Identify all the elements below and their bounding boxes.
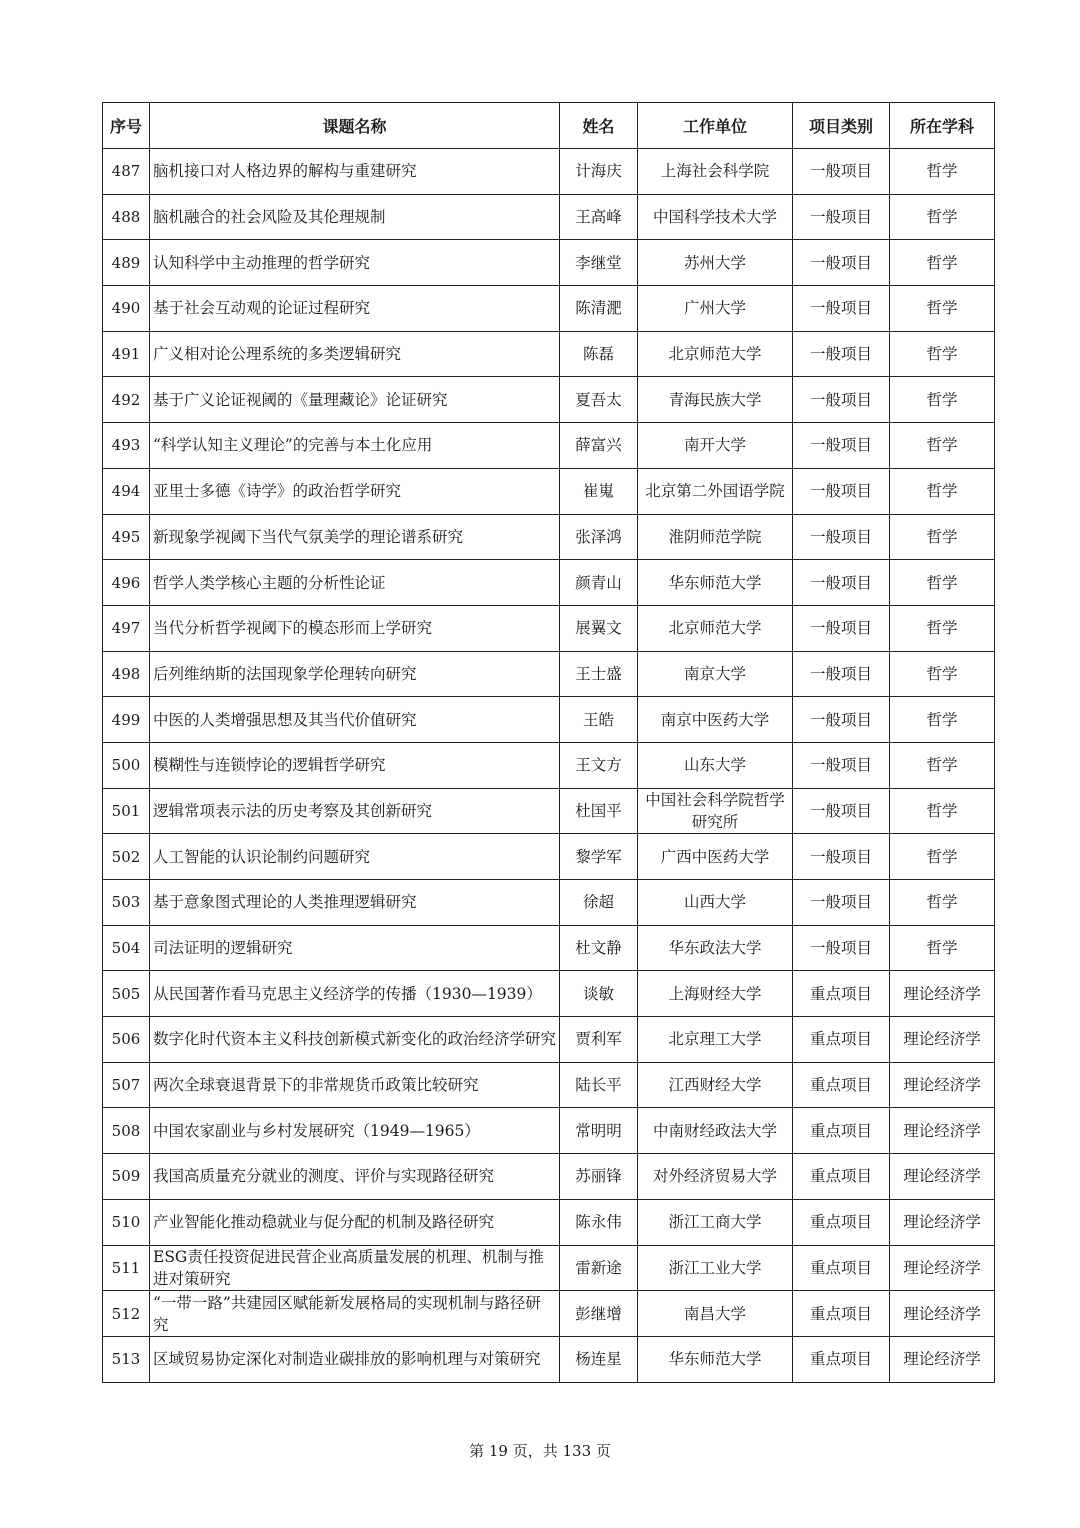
seq-cell: 488 bbox=[103, 194, 150, 240]
seq-cell: 504 bbox=[103, 925, 150, 971]
discipline-cell: 理论经济学 bbox=[890, 1062, 995, 1108]
discipline-cell: 哲学 bbox=[890, 560, 995, 606]
seq-cell: 502 bbox=[103, 834, 150, 880]
header-seq: 序号 bbox=[103, 103, 150, 149]
header-name: 姓名 bbox=[560, 103, 638, 149]
unit-cell: 广州大学 bbox=[638, 286, 793, 332]
title-cell: 中医的人类增强思想及其当代价值研究 bbox=[150, 697, 560, 743]
unit-cell: 中国科学技术大学 bbox=[638, 194, 793, 240]
discipline-cell: 哲学 bbox=[890, 240, 995, 286]
discipline-cell: 理论经济学 bbox=[890, 1336, 995, 1382]
discipline-cell: 理论经济学 bbox=[890, 971, 995, 1017]
table-row bbox=[103, 742, 995, 788]
unit-cell: 淮阴师范学院 bbox=[638, 514, 793, 560]
discipline-cell: 理论经济学 bbox=[890, 1199, 995, 1245]
seq-cell: 505 bbox=[103, 971, 150, 1017]
discipline-cell: 哲学 bbox=[890, 880, 995, 926]
title-cell: “一带一路”共建园区赋能新发展格局的实现机制与路径研究 bbox=[150, 1291, 560, 1337]
discipline-cell: 理论经济学 bbox=[890, 1245, 995, 1291]
category-cell: 一般项目 bbox=[793, 331, 890, 377]
name-cell: 苏丽锋 bbox=[560, 1154, 638, 1200]
name-cell: 贾利军 bbox=[560, 1017, 638, 1063]
discipline-cell: 哲学 bbox=[890, 925, 995, 971]
category-cell: 一般项目 bbox=[793, 377, 890, 423]
category-cell: 一般项目 bbox=[793, 194, 890, 240]
table-row bbox=[103, 1336, 995, 1382]
title-cell: 我国高质量充分就业的测度、评价与实现路径研究 bbox=[150, 1154, 560, 1200]
discipline-cell: 理论经济学 bbox=[890, 1017, 995, 1063]
title-cell: 产业智能化推动稳就业与促分配的机制及路径研究 bbox=[150, 1199, 560, 1245]
category-cell: 一般项目 bbox=[793, 286, 890, 332]
category-cell: 一般项目 bbox=[793, 697, 890, 743]
seq-cell: 491 bbox=[103, 331, 150, 377]
category-cell: 重点项目 bbox=[793, 1291, 890, 1337]
table-row bbox=[103, 880, 995, 926]
category-cell: 一般项目 bbox=[793, 423, 890, 469]
title-cell: 脑机接口对人格边界的解构与重建研究 bbox=[150, 149, 560, 195]
name-cell: 王皓 bbox=[560, 697, 638, 743]
seq-cell: 513 bbox=[103, 1336, 150, 1382]
unit-cell: 南京中医药大学 bbox=[638, 697, 793, 743]
seq-cell: 508 bbox=[103, 1108, 150, 1154]
seq-cell: 507 bbox=[103, 1062, 150, 1108]
title-cell: 脑机融合的社会风险及其伦理规制 bbox=[150, 194, 560, 240]
unit-cell: 广西中医药大学 bbox=[638, 834, 793, 880]
title-cell: 从民国著作看马克思主义经济学的传播（1930—1939） bbox=[150, 971, 560, 1017]
category-cell: 一般项目 bbox=[793, 651, 890, 697]
table-row bbox=[103, 1108, 995, 1154]
header-unit: 工作单位 bbox=[638, 103, 793, 149]
category-cell: 一般项目 bbox=[793, 880, 890, 926]
title-cell: 区域贸易协定深化对制造业碳排放的影响机理与对策研究 bbox=[150, 1336, 560, 1382]
title-cell: 新现象学视阈下当代气氛美学的理论谱系研究 bbox=[150, 514, 560, 560]
unit-cell: 南开大学 bbox=[638, 423, 793, 469]
category-cell: 重点项目 bbox=[793, 1336, 890, 1382]
discipline-cell: 哲学 bbox=[890, 514, 995, 560]
title-cell: 数字化时代资本主义科技创新模式新变化的政治经济学研究 bbox=[150, 1017, 560, 1063]
page-footer: 第 19 页，共 133 页 bbox=[469, 1442, 611, 1460]
unit-cell: 华东政法大学 bbox=[638, 925, 793, 971]
unit-cell: 中南财经政法大学 bbox=[638, 1108, 793, 1154]
table-row bbox=[103, 1154, 995, 1200]
name-cell: 彭继增 bbox=[560, 1291, 638, 1337]
title-cell: 两次全球衰退背景下的非常规货币政策比较研究 bbox=[150, 1062, 560, 1108]
table-row bbox=[103, 377, 995, 423]
unit-cell: 北京理工大学 bbox=[638, 1017, 793, 1063]
unit-cell: 江西财经大学 bbox=[638, 1062, 793, 1108]
unit-cell: 北京第二外国语学院 bbox=[638, 468, 793, 514]
title-cell: 基于意象图式理论的人类推理逻辑研究 bbox=[150, 880, 560, 926]
category-cell: 一般项目 bbox=[793, 742, 890, 788]
category-cell: 一般项目 bbox=[793, 605, 890, 651]
name-cell: 徐超 bbox=[560, 880, 638, 926]
seq-cell: 497 bbox=[103, 605, 150, 651]
discipline-cell: 哲学 bbox=[890, 286, 995, 332]
seq-cell: 498 bbox=[103, 651, 150, 697]
table-row bbox=[103, 468, 995, 514]
title-cell: 哲学人类学核心主题的分析性论证 bbox=[150, 560, 560, 606]
name-cell: 李继堂 bbox=[560, 240, 638, 286]
category-cell: 重点项目 bbox=[793, 1154, 890, 1200]
title-cell: 广义相对论公理系统的多类逻辑研究 bbox=[150, 331, 560, 377]
discipline-cell: 理论经济学 bbox=[890, 1291, 995, 1337]
name-cell: 薛富兴 bbox=[560, 423, 638, 469]
table-row bbox=[103, 149, 995, 195]
table-row bbox=[103, 514, 995, 560]
title-cell: 司法证明的逻辑研究 bbox=[150, 925, 560, 971]
name-cell: 王士盛 bbox=[560, 651, 638, 697]
unit-cell: 浙江工商大学 bbox=[638, 1199, 793, 1245]
seq-cell: 506 bbox=[103, 1017, 150, 1063]
table-row bbox=[103, 788, 995, 834]
name-cell: 谈敏 bbox=[560, 971, 638, 1017]
table-row bbox=[103, 286, 995, 332]
name-cell: 张泽鸿 bbox=[560, 514, 638, 560]
name-cell: 崔嵬 bbox=[560, 468, 638, 514]
discipline-cell: 哲学 bbox=[890, 742, 995, 788]
seq-cell: 493 bbox=[103, 423, 150, 469]
category-cell: 重点项目 bbox=[793, 1108, 890, 1154]
header-title: 课题名称 bbox=[150, 103, 560, 149]
table-row bbox=[103, 1062, 995, 1108]
unit-cell: 上海财经大学 bbox=[638, 971, 793, 1017]
title-cell: 人工智能的认识论制约问题研究 bbox=[150, 834, 560, 880]
discipline-cell: 哲学 bbox=[890, 651, 995, 697]
name-cell: 杨连星 bbox=[560, 1336, 638, 1382]
category-cell: 重点项目 bbox=[793, 971, 890, 1017]
seq-cell: 503 bbox=[103, 880, 150, 926]
unit-cell: 南京大学 bbox=[638, 651, 793, 697]
discipline-cell: 哲学 bbox=[890, 331, 995, 377]
discipline-cell: 哲学 bbox=[890, 834, 995, 880]
seq-cell: 489 bbox=[103, 240, 150, 286]
seq-cell: 487 bbox=[103, 149, 150, 195]
name-cell: 计海庆 bbox=[560, 149, 638, 195]
header-category: 项目类别 bbox=[793, 103, 890, 149]
name-cell: 杜文静 bbox=[560, 925, 638, 971]
title-cell: ESG责任投资促进民营企业高质量发展的机理、机制与推进对策研究 bbox=[150, 1245, 560, 1291]
seq-cell: 500 bbox=[103, 742, 150, 788]
title-cell: 基于社会互动观的论证过程研究 bbox=[150, 286, 560, 332]
name-cell: 陆长平 bbox=[560, 1062, 638, 1108]
name-cell: 展翼文 bbox=[560, 605, 638, 651]
table-row bbox=[103, 605, 995, 651]
name-cell: 黎学军 bbox=[560, 834, 638, 880]
seq-cell: 494 bbox=[103, 468, 150, 514]
table-row bbox=[103, 1017, 995, 1063]
category-cell: 一般项目 bbox=[793, 834, 890, 880]
seq-cell: 499 bbox=[103, 697, 150, 743]
title-cell: 后列维纳斯的法国现象学伦理转向研究 bbox=[150, 651, 560, 697]
table-body bbox=[103, 149, 995, 1383]
seq-cell: 501 bbox=[103, 788, 150, 834]
table-row bbox=[103, 331, 995, 377]
title-cell: 亚里士多德《诗学》的政治哲学研究 bbox=[150, 468, 560, 514]
name-cell: 颜青山 bbox=[560, 560, 638, 606]
unit-cell: 青海民族大学 bbox=[638, 377, 793, 423]
discipline-cell: 哲学 bbox=[890, 605, 995, 651]
discipline-cell: 哲学 bbox=[890, 194, 995, 240]
name-cell: 陈永伟 bbox=[560, 1199, 638, 1245]
title-cell: 基于广义论证视阈的《量理藏论》论证研究 bbox=[150, 377, 560, 423]
discipline-cell: 哲学 bbox=[890, 149, 995, 195]
discipline-cell: 理论经济学 bbox=[890, 1154, 995, 1200]
table-row bbox=[103, 1291, 995, 1337]
seq-cell: 496 bbox=[103, 560, 150, 606]
title-cell: 当代分析哲学视阈下的模态形而上学研究 bbox=[150, 605, 560, 651]
name-cell: 雷新途 bbox=[560, 1245, 638, 1291]
name-cell: 常明明 bbox=[560, 1108, 638, 1154]
name-cell: 杜国平 bbox=[560, 788, 638, 834]
discipline-cell: 理论经济学 bbox=[890, 1108, 995, 1154]
category-cell: 重点项目 bbox=[793, 1245, 890, 1291]
unit-cell: 华东师范大学 bbox=[638, 1336, 793, 1382]
category-cell: 一般项目 bbox=[793, 240, 890, 286]
category-cell: 重点项目 bbox=[793, 1199, 890, 1245]
category-cell: 一般项目 bbox=[793, 149, 890, 195]
table-row bbox=[103, 240, 995, 286]
discipline-cell: 哲学 bbox=[890, 468, 995, 514]
seq-cell: 495 bbox=[103, 514, 150, 560]
seq-cell: 510 bbox=[103, 1199, 150, 1245]
seq-cell: 490 bbox=[103, 286, 150, 332]
table-row bbox=[103, 423, 995, 469]
category-cell: 一般项目 bbox=[793, 925, 890, 971]
unit-cell: 苏州大学 bbox=[638, 240, 793, 286]
header-discipline: 所在学科 bbox=[890, 103, 995, 149]
title-cell: 模糊性与连锁悖论的逻辑哲学研究 bbox=[150, 742, 560, 788]
title-cell: 中国农家副业与乡村发展研究（1949—1965） bbox=[150, 1108, 560, 1154]
discipline-cell: 哲学 bbox=[890, 423, 995, 469]
table-row bbox=[103, 194, 995, 240]
unit-cell: 南昌大学 bbox=[638, 1291, 793, 1337]
name-cell: 王文方 bbox=[560, 742, 638, 788]
discipline-cell: 哲学 bbox=[890, 788, 995, 834]
table-row bbox=[103, 651, 995, 697]
table-row bbox=[103, 560, 995, 606]
seq-cell: 512 bbox=[103, 1291, 150, 1337]
unit-cell: 山东大学 bbox=[638, 742, 793, 788]
unit-cell: 华东师范大学 bbox=[638, 560, 793, 606]
name-cell: 夏吾太 bbox=[560, 377, 638, 423]
project-table bbox=[102, 102, 995, 1383]
name-cell: 陈清淝 bbox=[560, 286, 638, 332]
name-cell: 王高峰 bbox=[560, 194, 638, 240]
table-row bbox=[103, 925, 995, 971]
table-row bbox=[103, 1199, 995, 1245]
category-cell: 重点项目 bbox=[793, 1062, 890, 1108]
table-row bbox=[103, 834, 995, 880]
category-cell: 一般项目 bbox=[793, 514, 890, 560]
discipline-cell: 哲学 bbox=[890, 377, 995, 423]
table-row bbox=[103, 1245, 995, 1291]
unit-cell: 中国社会科学院哲学研究所 bbox=[638, 788, 793, 834]
seq-cell: 511 bbox=[103, 1245, 150, 1291]
discipline-cell: 哲学 bbox=[890, 697, 995, 743]
unit-cell: 上海社会科学院 bbox=[638, 149, 793, 195]
table-row bbox=[103, 971, 995, 1017]
category-cell: 一般项目 bbox=[793, 788, 890, 834]
unit-cell: 北京师范大学 bbox=[638, 331, 793, 377]
table-row bbox=[103, 697, 995, 743]
unit-cell: 浙江工业大学 bbox=[638, 1245, 793, 1291]
name-cell: 陈磊 bbox=[560, 331, 638, 377]
table-header-row bbox=[103, 103, 995, 149]
title-cell: 逻辑常项表示法的历史考察及其创新研究 bbox=[150, 788, 560, 834]
seq-cell: 492 bbox=[103, 377, 150, 423]
title-cell: 认知科学中主动推理的哲学研究 bbox=[150, 240, 560, 286]
category-cell: 一般项目 bbox=[793, 468, 890, 514]
category-cell: 重点项目 bbox=[793, 1017, 890, 1063]
unit-cell: 对外经济贸易大学 bbox=[638, 1154, 793, 1200]
unit-cell: 北京师范大学 bbox=[638, 605, 793, 651]
title-cell: “科学认知主义理论”的完善与本土化应用 bbox=[150, 423, 560, 469]
category-cell: 一般项目 bbox=[793, 560, 890, 606]
unit-cell: 山西大学 bbox=[638, 880, 793, 926]
seq-cell: 509 bbox=[103, 1154, 150, 1200]
